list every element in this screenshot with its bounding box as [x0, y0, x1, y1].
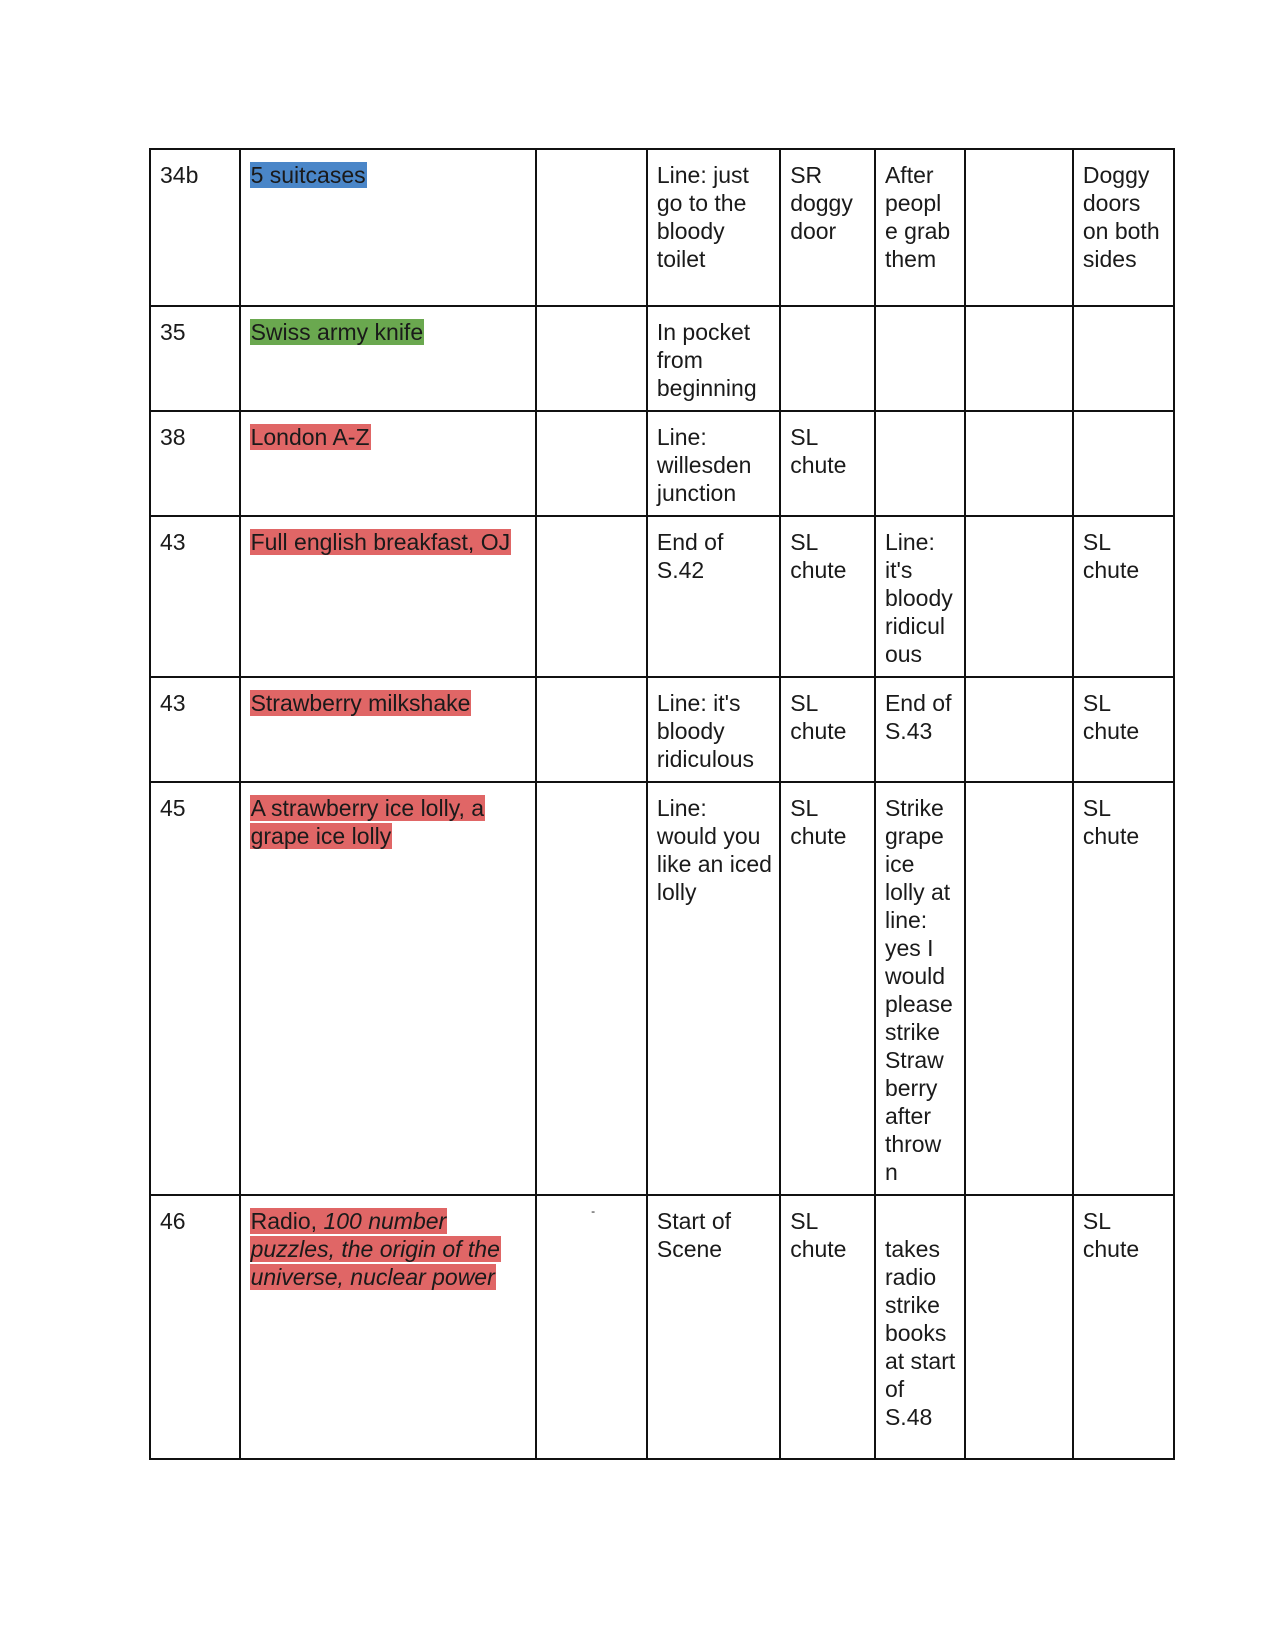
- cell-number: 35: [150, 306, 240, 411]
- cell-preset: Line: it's bloody ridiculous: [647, 677, 780, 782]
- spacer: [885, 1207, 958, 1235]
- cell-notes: SL chute: [1073, 516, 1174, 677]
- prop-text-italic: 100 number puzzles, the origin of the universe, nuclear power: [250, 1208, 500, 1290]
- strike-text: takes radio strike books at start of S.48: [884, 1236, 956, 1430]
- table-row: [150, 1195, 1174, 1459]
- cell-number: 34b: [150, 149, 240, 306]
- cell-preset: End of S.42: [647, 516, 780, 677]
- table-row: [150, 149, 1174, 306]
- cell-number: 46: [150, 1195, 240, 1459]
- cell-prop: [240, 306, 537, 411]
- table-row: [150, 782, 1174, 1195]
- cell-prop: [240, 516, 537, 677]
- prop-text-plain: Radio,: [250, 1208, 324, 1234]
- table-row: [150, 306, 1174, 411]
- prop-highlight: Swiss army knife: [250, 319, 424, 345]
- cell-location: [780, 306, 875, 411]
- cell-number: 43: [150, 516, 240, 677]
- cell-notes: SL chute: [1073, 677, 1174, 782]
- cell-strike: Line: it's bloody ridicul ous: [875, 516, 965, 677]
- cell-blank2: [965, 516, 1073, 677]
- cell-blank2: [965, 306, 1073, 411]
- cell-blank: [536, 411, 646, 516]
- table-row: [150, 516, 1174, 677]
- prop-highlight: Full english breakfast, OJ: [250, 529, 511, 555]
- cell-preset: Start of Scene: [647, 1195, 780, 1459]
- cell-preset: Line: would you like an iced lolly: [647, 782, 780, 1195]
- cell-strike: [875, 411, 965, 516]
- cell-notes: [1073, 411, 1174, 516]
- cell-blank2: [965, 411, 1073, 516]
- table-row: [150, 677, 1174, 782]
- cell-preset: Line: just go to the bloody toilet: [647, 149, 780, 306]
- cell-strike: After peopl e grab them: [875, 149, 965, 306]
- cell-strike: Strike grape ice lolly at line: yes I would please strike Straw berry after throw n: [875, 782, 965, 1195]
- cell-location: SL chute: [780, 677, 875, 782]
- cell-blank2: [965, 782, 1073, 1195]
- cell-location: SL chute: [780, 1195, 875, 1459]
- cell-blank2: [965, 677, 1073, 782]
- cell-blank2: [965, 149, 1073, 306]
- props-table: [149, 148, 1175, 1460]
- cell-prop: [240, 1195, 537, 1459]
- prop-highlight: London A-Z: [250, 424, 370, 450]
- cell-notes: SL chute: [1073, 782, 1174, 1195]
- cell-strike: End of S.43: [875, 677, 965, 782]
- cell-blank: [536, 516, 646, 677]
- cell-strike: [875, 306, 965, 411]
- cell-notes: [1073, 306, 1174, 411]
- cell-preset: In pocket from beginning: [647, 306, 780, 411]
- prop-highlight: Strawberry milkshake: [250, 690, 471, 716]
- cell-blank: [536, 782, 646, 1195]
- cell-blank: [536, 306, 646, 411]
- cell-location: SL chute: [780, 411, 875, 516]
- cell-blank2: [965, 1195, 1073, 1459]
- table-body: [150, 149, 1174, 1459]
- cell-location: SR doggy door: [780, 149, 875, 306]
- cell-notes: SL chute: [1073, 1195, 1174, 1459]
- cell-number: 38: [150, 411, 240, 516]
- cell-blank: [536, 149, 646, 306]
- cell-location: SL chute: [780, 782, 875, 1195]
- prop-highlight: 5 suitcases: [250, 162, 366, 188]
- cell-preset: Line: willesden junction: [647, 411, 780, 516]
- cell-prop: [240, 149, 537, 306]
- cell-number: 43: [150, 677, 240, 782]
- cell-blank: [536, 677, 646, 782]
- cell-notes: Doggy doors on both sides: [1073, 149, 1174, 306]
- cell-prop: [240, 782, 537, 1195]
- cell-prop: [240, 677, 537, 782]
- prop-highlight: A strawberry ice lolly, a grape ice lolly: [250, 795, 485, 849]
- table-row: [150, 411, 1174, 516]
- cell-prop: [240, 411, 537, 516]
- cell-number: 45: [150, 782, 240, 1195]
- cell-location: SL chute: [780, 516, 875, 677]
- cell-blank: -: [536, 1195, 646, 1459]
- cell-strike: [875, 1195, 965, 1459]
- prop-highlight: [250, 1208, 501, 1290]
